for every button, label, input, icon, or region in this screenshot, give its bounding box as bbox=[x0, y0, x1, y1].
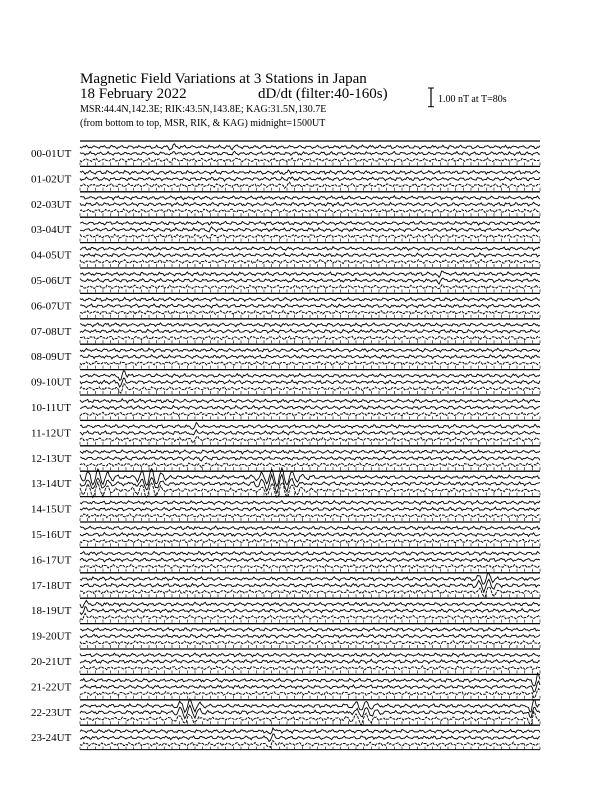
minute-ticks bbox=[80, 340, 540, 343]
minute-ticks bbox=[80, 518, 540, 521]
chart-quantity: dD/dt (filter:40-160s) bbox=[258, 86, 388, 102]
station-trace bbox=[80, 158, 540, 163]
station-trace bbox=[80, 348, 540, 352]
row-03-04UT bbox=[31, 217, 540, 241]
station-trace bbox=[80, 329, 540, 333]
row-label: 01-02UT bbox=[31, 173, 72, 186]
station-trace bbox=[80, 310, 540, 314]
row-label: 09-10UT bbox=[31, 376, 72, 389]
station-trace bbox=[80, 423, 540, 430]
row-09-10UT bbox=[31, 370, 540, 394]
station-trace bbox=[80, 221, 540, 225]
station-trace bbox=[80, 564, 540, 568]
station-trace bbox=[80, 227, 540, 232]
row-label: 14-15UT bbox=[31, 503, 72, 516]
row-label: 23-24UT bbox=[31, 732, 72, 745]
station-trace bbox=[80, 234, 540, 238]
row-label: 03-04UT bbox=[31, 224, 72, 237]
station-trace bbox=[80, 336, 540, 340]
chart-title: Magnetic Field Variations at 3 Stations in Japan bbox=[80, 71, 367, 87]
station-trace bbox=[80, 614, 540, 620]
row-00-01UT bbox=[31, 141, 540, 165]
station-trace bbox=[80, 260, 540, 264]
row-label: 11-12UT bbox=[31, 427, 71, 440]
row-label: 07-08UT bbox=[31, 325, 72, 338]
station-trace bbox=[80, 734, 540, 742]
station-order-note: (from bottom to top, MSR, RIK, & KAG) midnight=1500UT bbox=[80, 118, 326, 129]
station-trace bbox=[80, 278, 540, 284]
station-trace bbox=[80, 456, 540, 461]
station-trace bbox=[80, 406, 540, 410]
station-trace bbox=[80, 209, 540, 213]
row-16-17UT bbox=[31, 547, 540, 571]
minute-ticks bbox=[80, 721, 540, 724]
minute-ticks bbox=[80, 162, 540, 165]
minute-ticks bbox=[80, 188, 540, 191]
station-trace bbox=[80, 182, 540, 188]
station-trace bbox=[80, 304, 540, 308]
row-12-13UT bbox=[31, 446, 540, 470]
scale-label: 1.00 nT at T=80s bbox=[438, 94, 507, 105]
row-07-08UT bbox=[31, 319, 540, 343]
station-trace bbox=[80, 539, 540, 543]
minute-ticks bbox=[80, 442, 540, 445]
minute-ticks bbox=[80, 493, 540, 496]
station-trace bbox=[80, 514, 540, 518]
station-trace bbox=[80, 573, 540, 584]
station-coordinates: MSR:44.4N,142.3E; RIK:43.5N,143.8E; KAG:31.5N,130.7E bbox=[80, 104, 327, 115]
station-trace bbox=[80, 741, 540, 748]
row-14-15UT bbox=[31, 497, 540, 521]
row-13-14UT bbox=[31, 468, 540, 498]
station-trace bbox=[80, 728, 540, 734]
minute-ticks bbox=[80, 645, 540, 648]
station-trace bbox=[80, 463, 540, 468]
station-trace bbox=[80, 532, 540, 536]
station-trace bbox=[80, 551, 540, 555]
row-label: 04-05UT bbox=[31, 249, 72, 262]
station-trace bbox=[80, 628, 540, 632]
minute-ticks bbox=[80, 213, 540, 216]
station-trace bbox=[80, 285, 540, 289]
row-01-02UT bbox=[31, 166, 540, 190]
minute-ticks bbox=[80, 391, 540, 394]
scale-bar bbox=[428, 88, 434, 107]
station-trace bbox=[80, 450, 540, 454]
minute-ticks bbox=[80, 289, 540, 292]
row-20-21UT bbox=[31, 649, 540, 673]
minute-ticks bbox=[80, 239, 540, 242]
station-trace bbox=[80, 436, 540, 443]
minute-ticks bbox=[80, 366, 540, 369]
station-trace bbox=[80, 323, 540, 327]
station-trace bbox=[80, 699, 540, 712]
row-label: 08-09UT bbox=[31, 351, 72, 364]
row-22-23UT bbox=[31, 699, 540, 725]
row-08-09UT bbox=[31, 344, 540, 368]
station-trace bbox=[80, 297, 540, 301]
row-label: 12-13UT bbox=[31, 452, 72, 465]
station-trace bbox=[80, 412, 540, 416]
station-trace bbox=[80, 399, 540, 403]
minute-ticks bbox=[80, 264, 540, 267]
row-label: 10-11UT bbox=[31, 402, 71, 414]
station-trace bbox=[80, 151, 540, 155]
row-label: 05-06UT bbox=[31, 275, 72, 287]
row-19-20UT bbox=[31, 624, 540, 648]
station-trace bbox=[80, 371, 540, 381]
station-trace bbox=[80, 641, 540, 645]
chart-date: 18 February 2022 bbox=[80, 86, 187, 102]
station-trace bbox=[80, 247, 540, 251]
station-trace bbox=[80, 177, 540, 181]
station-trace bbox=[80, 507, 540, 511]
minute-ticks bbox=[80, 416, 540, 419]
row-10-11UT bbox=[31, 395, 540, 419]
minute-ticks bbox=[80, 594, 540, 597]
station-trace bbox=[80, 196, 540, 200]
row-label: 13-14UT bbox=[31, 478, 72, 491]
station-trace bbox=[80, 253, 540, 257]
station-trace bbox=[80, 271, 540, 277]
row-label: 06-07UT bbox=[31, 300, 72, 313]
station-trace bbox=[80, 579, 540, 592]
row-04-05UT bbox=[31, 243, 540, 267]
station-trace bbox=[80, 378, 540, 387]
row-label: 15-16UT bbox=[31, 529, 72, 541]
row-21-22UT bbox=[31, 673, 540, 699]
row-label: 19-20UT bbox=[31, 630, 72, 643]
station-trace bbox=[80, 170, 540, 175]
row-label: 20-21UT bbox=[31, 656, 72, 668]
minute-ticks bbox=[80, 670, 540, 673]
row-label: 02-03UT bbox=[31, 198, 72, 211]
row-23-24UT bbox=[31, 725, 540, 749]
station-trace bbox=[80, 144, 540, 150]
station-trace bbox=[80, 202, 540, 206]
row-label: 18-19UT bbox=[31, 605, 72, 618]
minute-ticks bbox=[80, 543, 540, 546]
station-trace bbox=[80, 659, 540, 663]
station-trace bbox=[80, 600, 540, 607]
row-label: 16-17UT bbox=[31, 554, 72, 567]
station-trace bbox=[80, 501, 540, 505]
minute-ticks bbox=[80, 569, 540, 572]
minute-ticks bbox=[80, 696, 540, 699]
row-02-03UT bbox=[31, 192, 540, 216]
row-label: 21-22UT bbox=[31, 681, 72, 694]
station-trace bbox=[80, 634, 540, 638]
station-trace bbox=[80, 666, 540, 670]
minute-ticks bbox=[80, 467, 540, 470]
row-06-07UT bbox=[31, 293, 540, 317]
row-15-16UT bbox=[31, 522, 540, 546]
station-trace bbox=[80, 607, 540, 615]
minute-ticks bbox=[80, 315, 540, 318]
row-11-12UT bbox=[31, 420, 540, 444]
station-trace bbox=[80, 430, 540, 435]
station-trace bbox=[80, 526, 540, 530]
minute-ticks bbox=[80, 620, 540, 623]
station-trace bbox=[80, 653, 540, 657]
row-label: 17-18UT bbox=[31, 579, 72, 592]
row-label: 22-23UT bbox=[31, 706, 72, 719]
row-18-19UT bbox=[31, 598, 540, 622]
row-label: 00-01UT bbox=[31, 148, 72, 160]
row-17-18UT bbox=[31, 573, 540, 597]
station-trace bbox=[80, 558, 540, 562]
row-05-06UT bbox=[31, 268, 540, 292]
station-trace bbox=[80, 361, 540, 365]
station-trace bbox=[80, 355, 540, 359]
